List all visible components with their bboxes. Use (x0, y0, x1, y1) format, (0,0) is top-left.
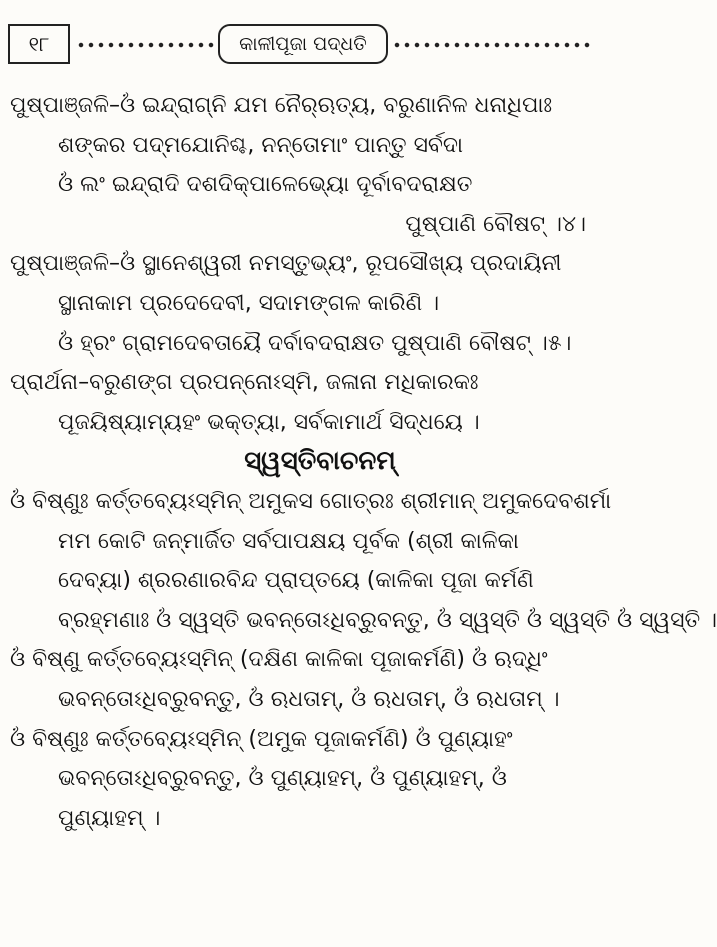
verse-line: ଓଁ ବିଷ୍ଣୁଃ କର୍ତ୍ତବ୍ୟେଽସ୍ମିନ୍ ଅମୁକସ ଗୋତ୍ରଃ ଶ୍ରୀମାନ୍ ଅମୁକଦେବଶର୍ମା (10, 488, 612, 514)
verse-line: ପୂଜୟିଷ୍ୟାମ୍ୟହଂ ଭକ୍ତ୍ୟା, ସର୍ବକାମାର୍ଥ ସିଦ୍ଧୟେ । (58, 409, 480, 435)
page-number: ୧୮ (8, 24, 70, 64)
running-title: କାଳୀପୂଜା ପଦ୍ଧତି (218, 24, 388, 64)
verse-line: ଭବନ୍ତୋଽଧିବ୍ରୁବନ୍ତୁ, ଓଁ ପୁଣ୍ୟାହମ୍, ଓଁ ପୁଣ୍ୟାହମ୍, ଓଁ (58, 766, 507, 792)
verse-line: ଓଁ ଲଂ ଇନ୍ଦ୍ରାଦି ଦଶଦିକ୍‌ପାଳେଭ୍ୟୋ ଦୂର୍ବାବଦରାକ୍ଷତ (58, 172, 473, 198)
verse-line: ଓଁ ହ୍ରଂ ଗ୍ରାମଦେବତାୟୈ ଦର୍ବାବଦରାକ୍ଷତ ପୁଷ୍ପାଣି ବୌଷଟ୍ ।୫। (58, 330, 572, 356)
page-body (0, 86, 717, 838)
verse-line: ପ୍ରାର୍ଥନା–ବରୁଣଙ୍ଗ ପ୍ରପନ୍ନୋଽସ୍ମି, ଜଳାନା ମଧିକାରକଃ (10, 370, 479, 396)
verse-line: ଦେବ୍ୟା) ଶ୍ରରଣାରବିନ୍ଦ ପ୍ରାପ୍ତୟେ (କାଳିକା ପୂଜା କର୍ମଣି (58, 568, 534, 594)
verse-line: ଓଁ ବିଷ୍ଣୁଃ କର୍ତ୍ତବ୍ୟେଽସ୍ମିନ୍ (ଅମୁକ ପୂଜାକର୍ମଣି) ଓଁ ପୁଣ୍ୟାହଂ (10, 726, 513, 752)
section-heading: ସ୍ୱସ୍ତିବାଚନମ୍ (244, 446, 396, 477)
verse-line: ପୁଷ୍ପାଞ୍ଜଳି–ଓଁ ସ୍ଥାନେଶ୍ୱରୀ ନମସ୍ତୁଭ୍ୟଂ, ରୂପସୌଖ୍ୟ ପ୍ରଦାୟିନୀ (10, 251, 562, 277)
verse-line: ଶଙ୍କର ପଦ୍ମଯୋନିଶ୍ଚ, ନନ୍ତୋମାଂ ପାନ୍ତୁ ସର୍ବଦା (58, 132, 464, 158)
verse-line: ପୁଷ୍ପାଞ୍ଜଳି–ଓଁ ଇନ୍ଦ୍ରାଗ୍ନି ଯମ ନୈର୍‌ଋତ୍ୟ, ବରୁଣାନିଳ ଧନାଧିପାଃ (10, 93, 553, 118)
verse-line: ଓଁ ବିଷ୍ଣୁ କର୍ତ୍ତବ୍ୟେଽସ୍ମିନ୍ (ଦକ୍ଷିଣ କାଳିକା ପୂଜାକର୍ମଣି) ଓଁ ଋଦ୍ଧିଂ (10, 647, 548, 673)
verse-line: ପୁଣ୍ୟାହମ୍ । (58, 805, 161, 831)
verse-line: ପୁଷ୍ପାଣି ବୌଷଟ୍ ।୪। (405, 211, 586, 237)
verse-line: ବ୍ରହ୍ମଣାଃ ଓଁ ସ୍ୱସ୍ତି ଭବନ୍ତୋଽଧିବ୍ରୁବନ୍ତୁ, ଓଁ ସ୍ୱସ୍ତି ଓଁ ସ୍ୱସ୍ତି ଓଁ ସ୍ୱସ୍ତି । (58, 607, 717, 633)
page-header (0, 0, 600, 70)
decorative-border-right (392, 40, 590, 50)
verse-line: ସ୍ଥାନାକାମ ପ୍ରଦେଦେବୀ, ସଦାମଙ୍ଗଳ କାରିଣି । (58, 290, 440, 316)
verse-line: ମମ କୋଟି ଜନ୍ମାର୍ଜିତ ସର୍ବପାପକ୍ଷୟ ପୂର୍ବକ (ଶ୍ରୀ କାଳିକା (58, 528, 519, 554)
decorative-border-left (76, 40, 216, 50)
verse-line: ଭବନ୍ତୋଽଧିବ୍ରୁବନ୍ତୁ, ଓଁ ଋଧତାମ୍, ଓଁ ଋଧତାମ୍, ଓଁ ଋଧତାମ୍ । (58, 686, 560, 712)
